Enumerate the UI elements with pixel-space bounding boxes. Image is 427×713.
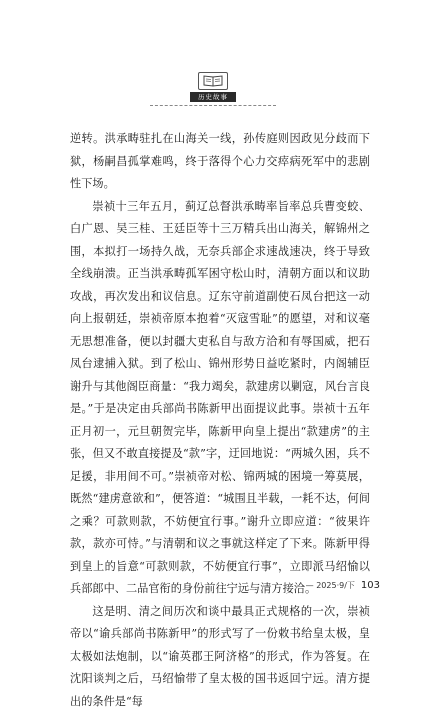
paragraph-2: 崇祯十三年五月，蓟辽总督洪承畴率旨率总兵曹变蛟、白广恩、吴三桂、王廷臣等十三万精兵出山海关，解锦州之围，本拟打一场持久战，无奈兵部企求速战速决，终于导致全线崩溃。正当洪承畴孤军困守松山时，清朝方面以和议助攻战，再次发出和议信息。辽东守前道副使石凤台把这一动向上报朝廷，崇祯帝原本抱着“灭寇雪耻”的愿望，对和议毫无思想准备，便以封疆大吏私自与敌方洽和有辱国威，把石凤台逮捕入狱。到了松山、锦州形势日益吃紧时，内阁辅臣谢升与其他阁臣商量：“我力竭矣，款建虏以剿寇，风台言良是。”于是决定由兵部尚书陈新甲出面提议此事。崇祯十五年正月初一，元旦朝贺完毕，陈新甲向皇上提出“款建虏”的主张，但又不敢直接提及“款”字，迂回地说：“两城久困，兵不足援，非用间不可。”崇祯帝对松、锦两城的困境一筹莫展，既然“建虏意欲和”，便答道：“城围且半载，一耗不达，何间之乘？可款则款，不妨便宜行事。”谢升立即应道：“彼果许款，款亦可恃。”与清朝和议之事就这样定了下来。陈新甲得到皇上的旨意“可款则款，不妨便宜行事”，立即派马绍愉以兵部郎中、二品官衔的身份前往宁远与清方接洽。 (70, 196, 370, 601)
page-number: 103 (361, 580, 380, 591)
column-header (0, 72, 427, 112)
issue-label: — 2025·9/下 (306, 580, 355, 591)
article-body (70, 128, 370, 713)
header-divider (150, 105, 276, 106)
book-emblem-icon (198, 72, 228, 90)
paragraph-3: 这是明、清之间历次和谈中最具正式规格的一次，崇祯帝以“谕兵部尚书陈新甲”的形式写了一份敕书给皇太极，皇太极如法炮制，以“谕英郡王阿济格”的形式，作为答复。在沈阳谈判之后，马绍愉带了皇太极的国书返回宁远。清方提出的条件是“每 (70, 601, 370, 713)
page-footer (270, 580, 380, 594)
paragraph-1: 逆转。洪承畴驻扎在山海关一线，孙传庭则因政见分歧而下狱，杨嗣昌孤掌难鸣，终于落得个心力交瘁病死军中的悲剧性下场。 (70, 128, 370, 196)
column-label: 历史故事 (190, 92, 236, 102)
